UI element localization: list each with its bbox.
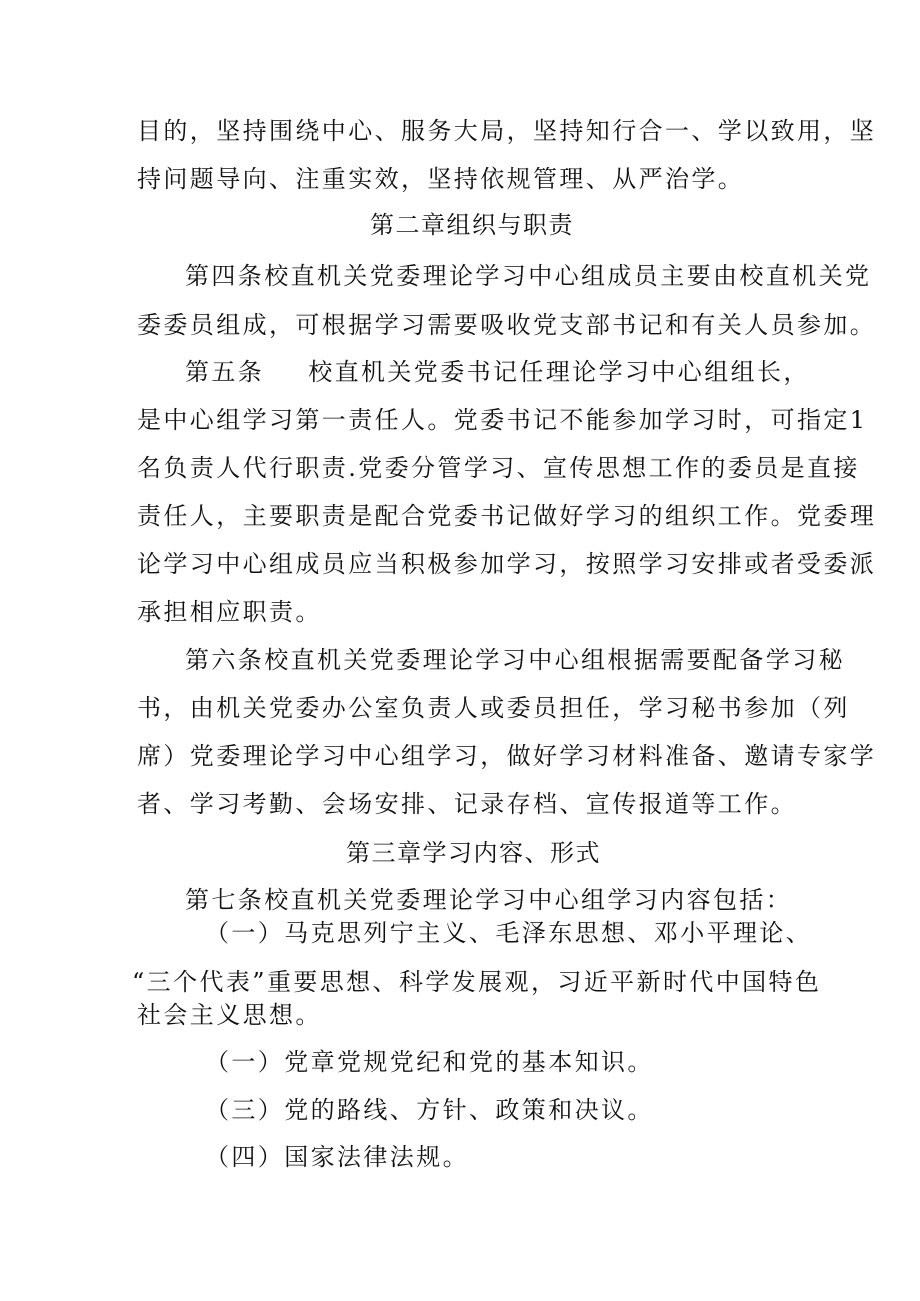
list-item: （三）党的路线、方针、政策和决议。 [205,1096,654,1124]
article-number: 第五条 [185,358,265,386]
body-text-line: 论学习中心组成员应当积极参加学习，按照学习安排或者受委派 [137,550,877,578]
body-text-line: 责任人，主要职责是配合党委书记做好学习的组织工作。党委理 [137,502,877,530]
body-text-line: 席）党委理论学习中心组学习，做好学习材料准备、邀请专家学 [137,742,877,770]
list-item: （一）党章党规党纪和党的基本知识。 [205,1048,654,1076]
body-text-line: 目的，坚持围绕中心、服务大局，坚持知行合一、学以致用，坚 [137,117,877,145]
chapter-heading: 第二章组织与职责 [370,211,574,239]
article-text: 校直机关党委书记任理论学习中心组组长， [308,358,810,386]
list-item: （一）马克思列宁主义、毛泽东思想、邓小平理论、 [205,919,813,947]
body-text-line [185,357,810,387]
body-text-line: 承担相应职责。 [137,598,322,626]
chapter-heading: 第三章学习内容、形式 [346,839,601,867]
body-text-line: 社会主义思想。 [137,1001,322,1029]
list-item: （四）国家法律法规。 [205,1143,469,1171]
body-text-line: 书，由机关党委办公室负责人或委员担任，学习秘书参加（列 [137,694,850,722]
body-text-line: 第七条校直机关党委理论学习中心组学习内容包括： [185,886,793,914]
body-text-line: 第四条校直机关党委理论学习中心组成员主要由校直机关党 [185,262,872,290]
body-text-line: 名负责人代行职责.党委分管学习、宣传思想工作的委员是直接 [137,454,860,482]
body-text-line: 第六条校直机关党委理论学习中心组根据需要配备学习秘 [185,646,845,674]
body-text-line: 者、学习考勤、会场安排、记录存档、宣传报道等工作。 [137,790,797,818]
body-text-line: 是中心组学习第一责任人。党委书记不能参加学习时，可指定1 [137,406,868,434]
body-text-line: 持问题导向、注重实效，坚持依规管理、从严治学。 [137,165,745,193]
body-text-line: “三个代表”重要思想、科学发展观，习近平新时代中国特色 [132,968,822,996]
body-text-line: 委委员组成，可根据学习需要吸收党支部书记和有关人员参加。 [137,311,877,339]
